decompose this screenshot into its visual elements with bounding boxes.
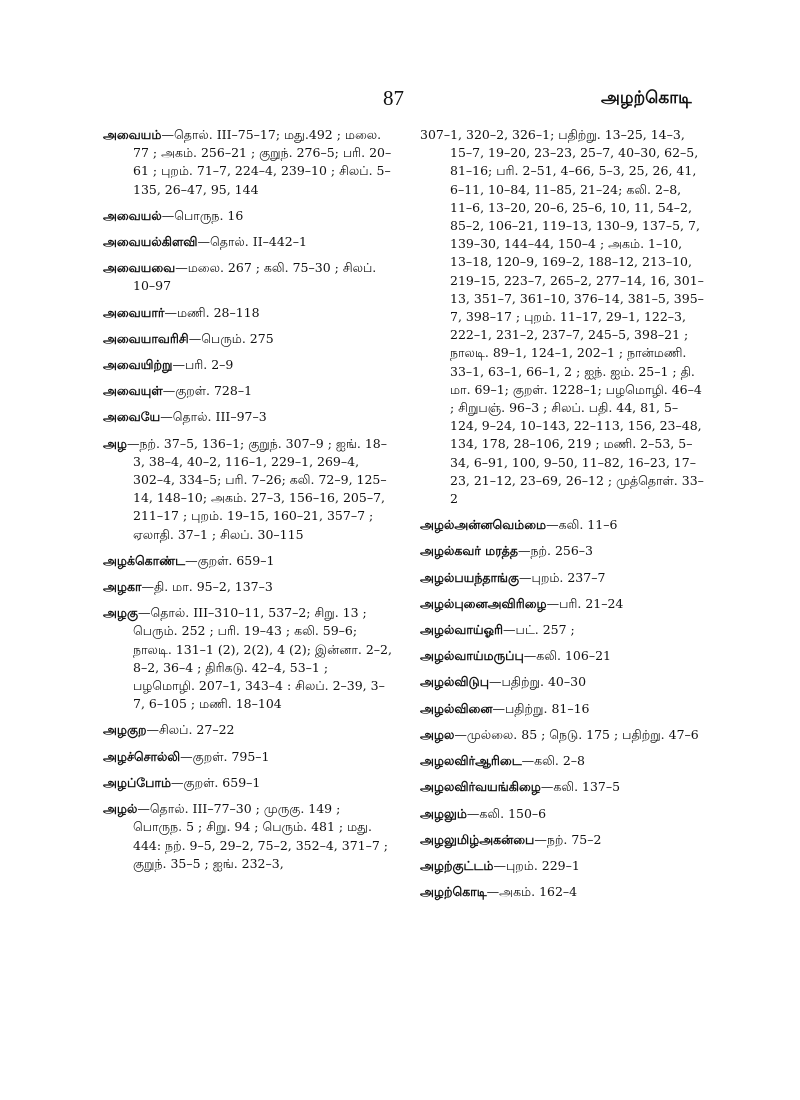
entry-headword: அழலும் — [420, 805, 467, 821]
entry-references: —பதிற்று. 81–16 — [492, 700, 590, 716]
index-entry — [420, 805, 705, 823]
index-entry — [420, 673, 705, 691]
entry-headword: அழலவிர்வயங்கிழை — [420, 779, 541, 795]
entry-references: —தொல். III–77–30 ; முருகு. 149 ; பொருந. 5 ; சிறு. 94 ; பெரும். 481 ; மது. 444: நற். 9–5, 29–2, 75–2, 352–4, 371–7 ; குறுந். 35–5 ; ஐங். 232–3, — [133, 801, 388, 871]
entry-headword: அழல்வாய்ஓரி — [420, 622, 504, 638]
entry-references: —குறள். 659–1 — [185, 552, 275, 568]
entry-references: —பொருந. 16 — [161, 207, 244, 223]
entry-references: —மலை. 267 ; கலி. 75–30 ; சிலப். 10–97 — [133, 260, 377, 294]
entry-references: —கலி. 137–5 — [540, 779, 621, 795]
index-entry — [420, 516, 705, 534]
index-entry — [420, 857, 705, 875]
entry-headword: அழல்அன்னவெம்மை — [420, 517, 547, 533]
entry-headword: அவையவை — [103, 260, 176, 276]
index-entry — [420, 126, 705, 508]
entry-references: —மணி. 28–118 — [164, 304, 260, 320]
index-entry — [420, 883, 705, 901]
index-entry — [103, 721, 393, 739]
entry-references: —தொல். II–442–1 — [197, 234, 307, 250]
entry-references: —புறம். 237–7 — [519, 569, 606, 585]
index-entry — [420, 647, 705, 665]
index-entry — [103, 800, 393, 873]
entry-references: —சிலப். 27–22 — [146, 722, 235, 738]
entry-headword: அழல்கவர் மரத்த — [420, 543, 518, 559]
index-entry — [103, 330, 393, 348]
page-number: 87 — [383, 86, 404, 110]
entry-references: 307–1, 320–2, 326–1; பதிற்று. 13–25, 14–3, 15–7, 19–20, 23–23, 25–7, 40–30, 62–5, 81–16; பரி. 2–51, 4–66, 5–3, 25, 26, 41, 6–11, 10–84, 11–85, 21–24; கலி. 2–8, 11–6, 13–20, 20–6, 25–6, 10, 11, 54–2, 85–2, 106–21, 119–13, 130–9, 137–5, 7, 139–30, 144–44, 150–4 ; அகம். 1–10, 13–18, 120–9, 169–2, 188–12, 213–10, 219–15, 223–7, 265–2, 277–14, 16, 301–13, 351–7, 361–10, 376–14, 381–5, 395–7, 398–17 ; புறம். 11–17, 29–1, 122–3, 222–1, 231–2, 237–7, 245–5, 398–21 ; நாலடி. 89–1, 124–1, 202–1 ; நான்மணி. 33–1, 63–1, 66–1, 2 ; ஐந். ஐம். 25–1 ; தி. மா. 69–1; குறள். 1228–1; பழமொழி. 46–4 ; சிறுபஞ். 96–3 ; சிலப். பதி. 44, 81, 5–124, 9–24, 10–143, 22–113, 156, 23–48, 134, 178, 28–106, 219 ; மணி. 2–53, 5–34, 6–91, 100, 9–50, 11–82, 16–23, 17–23, 21–12, 23–69, 26–12 ; முத்தொள். 33–2 — [420, 127, 704, 507]
index-entry — [103, 233, 393, 251]
entry-headword: அழ — [103, 435, 127, 451]
index-entry — [103, 207, 393, 225]
entry-references: —பரி. 2–9 — [172, 357, 234, 373]
entry-references: —நற். 256–3 — [517, 543, 594, 559]
index-entry — [420, 778, 705, 796]
entry-headword: அழகு — [103, 605, 138, 621]
entry-references: —பட். 257 ; — [503, 622, 575, 638]
entry-references: —தொல். III–75–17; மது.492 ; மலை. 77 ; அகம். 256–21 ; குறுந். 276–5; பரி. 20–61 ; புறம். 71–7, 224–4, 239–10 ; சிலப். 5–135, 26–47, 95, 144 — [133, 127, 392, 197]
index-entry — [103, 382, 393, 400]
entry-references: —தொல். III–310–11, 537–2; சிறு. 13 ; பெரும். 252 ; பரி. 19–43 ; கலி. 59–6; நாலடி. 131–1 (2), 2(2), 4 (2); இன்னா. 2–2, 8–2, 36–4 ; திரிகடு. 42–4, 53–1 ; பழமொழி. 207–1, 343–4 : சிலப். 2–39, 3–7, 6–105 ; மணி. 18–104 — [133, 605, 392, 712]
entry-headword: அழலவிர்ஆரிடை — [420, 753, 522, 769]
index-entry — [420, 595, 705, 613]
index-entry — [103, 578, 393, 596]
entry-references: —குறள். 795–1 — [180, 748, 270, 764]
entry-references: —கலி. 106–21 — [523, 648, 611, 664]
index-entry — [103, 126, 393, 199]
entry-references: —தொல். III–97–3 — [160, 409, 267, 425]
index-entry — [103, 604, 393, 713]
running-head: அழற்கொடி — [601, 88, 692, 108]
left-column — [103, 126, 393, 881]
entry-references: —கலி. 150–6 — [466, 805, 547, 821]
entry-references: —கலி. 2–8 — [521, 753, 586, 769]
entry-headword: அழல்வினை — [420, 700, 493, 716]
index-entry — [420, 831, 705, 849]
entry-headword: அவையிற்று — [103, 357, 173, 373]
index-entry — [420, 726, 705, 744]
entry-headword: அழல்விடுபு — [420, 674, 490, 690]
entry-references: —நற். 75–2 — [534, 831, 602, 847]
index-entry — [420, 700, 705, 718]
entry-headword: அழற்கொடி — [420, 884, 487, 900]
entry-references: —முல்லை. 85 ; நெடு. 175 ; பதிற்று. 47–6 — [454, 726, 699, 742]
entry-headword: அவையல்கிளவி — [103, 234, 198, 250]
entry-references: —புறம். 229–1 — [493, 857, 580, 873]
entry-headword: அவையுள் — [103, 383, 163, 399]
entry-references: —குறள். 659–1 — [171, 774, 261, 790]
entry-headword: அழலுமிழ்அகன்பை — [420, 831, 535, 847]
entry-headword: அழல் — [103, 801, 138, 817]
entry-headword: அழல்வாய்மருப்பு — [420, 648, 524, 664]
entry-headword: அழற்குட்டம் — [420, 857, 494, 873]
entry-headword: அவையே — [103, 409, 161, 425]
index-entry — [103, 356, 393, 374]
index-entry — [103, 304, 393, 322]
entry-headword: அழச்சொல்லி — [103, 748, 181, 764]
entry-references: —கலி. 11–6 — [546, 517, 618, 533]
entry-references: —பதிற்று. 40–30 — [489, 674, 587, 690]
index-entry — [420, 569, 705, 587]
entry-headword: அவையல் — [103, 207, 162, 223]
index-entry — [103, 259, 393, 295]
entry-headword: அழப்போம் — [103, 774, 172, 790]
entry-headword: அழல்பயந்தாங்கு — [420, 569, 520, 585]
entry-references: —தி. மா. 95–2, 137–3 — [141, 579, 273, 595]
entry-references: —பெரும். 275 — [188, 330, 274, 346]
entry-references: —பரி. 21–24 — [546, 595, 624, 611]
entry-references: —நற். 37–5, 136–1; குறுந். 307–9 ; ஐங். 18–3, 38–4, 40–2, 116–1, 229–1, 269–4, 302–4, 334–5; பரி. 7–26; கலி. 72–9, 125–14, 148–10; அகம். 27–3, 156–16, 205–7, 211–17 ; புறம். 19–15, 160–21, 357–7 ; ஏலாதி. 37–1 ; சிலப். 30–115 — [126, 435, 387, 542]
entry-headword: அவையார் — [103, 304, 165, 320]
entry-headword: அழக்கொண்ட — [103, 552, 186, 568]
index-entry — [103, 774, 393, 792]
entry-references: —குறள். 728–1 — [162, 383, 253, 399]
index-entry — [103, 435, 393, 544]
entry-headword: அழகுற — [103, 722, 147, 738]
index-entry — [420, 621, 705, 639]
entry-headword: அழல்புனைஅவிரிழை — [420, 595, 547, 611]
entry-headword: அவையாவரிசி — [103, 330, 189, 346]
index-entry — [103, 552, 393, 570]
index-entry — [420, 752, 705, 770]
index-entry — [103, 748, 393, 766]
entry-headword: அழகா — [103, 579, 142, 595]
entry-headword: அழல — [420, 726, 455, 742]
index-entry — [103, 408, 393, 426]
right-column — [420, 126, 705, 909]
entry-references: —அகம். 162–4 — [486, 884, 578, 900]
entry-headword: அவையம் — [103, 127, 162, 142]
index-entry — [420, 542, 705, 560]
